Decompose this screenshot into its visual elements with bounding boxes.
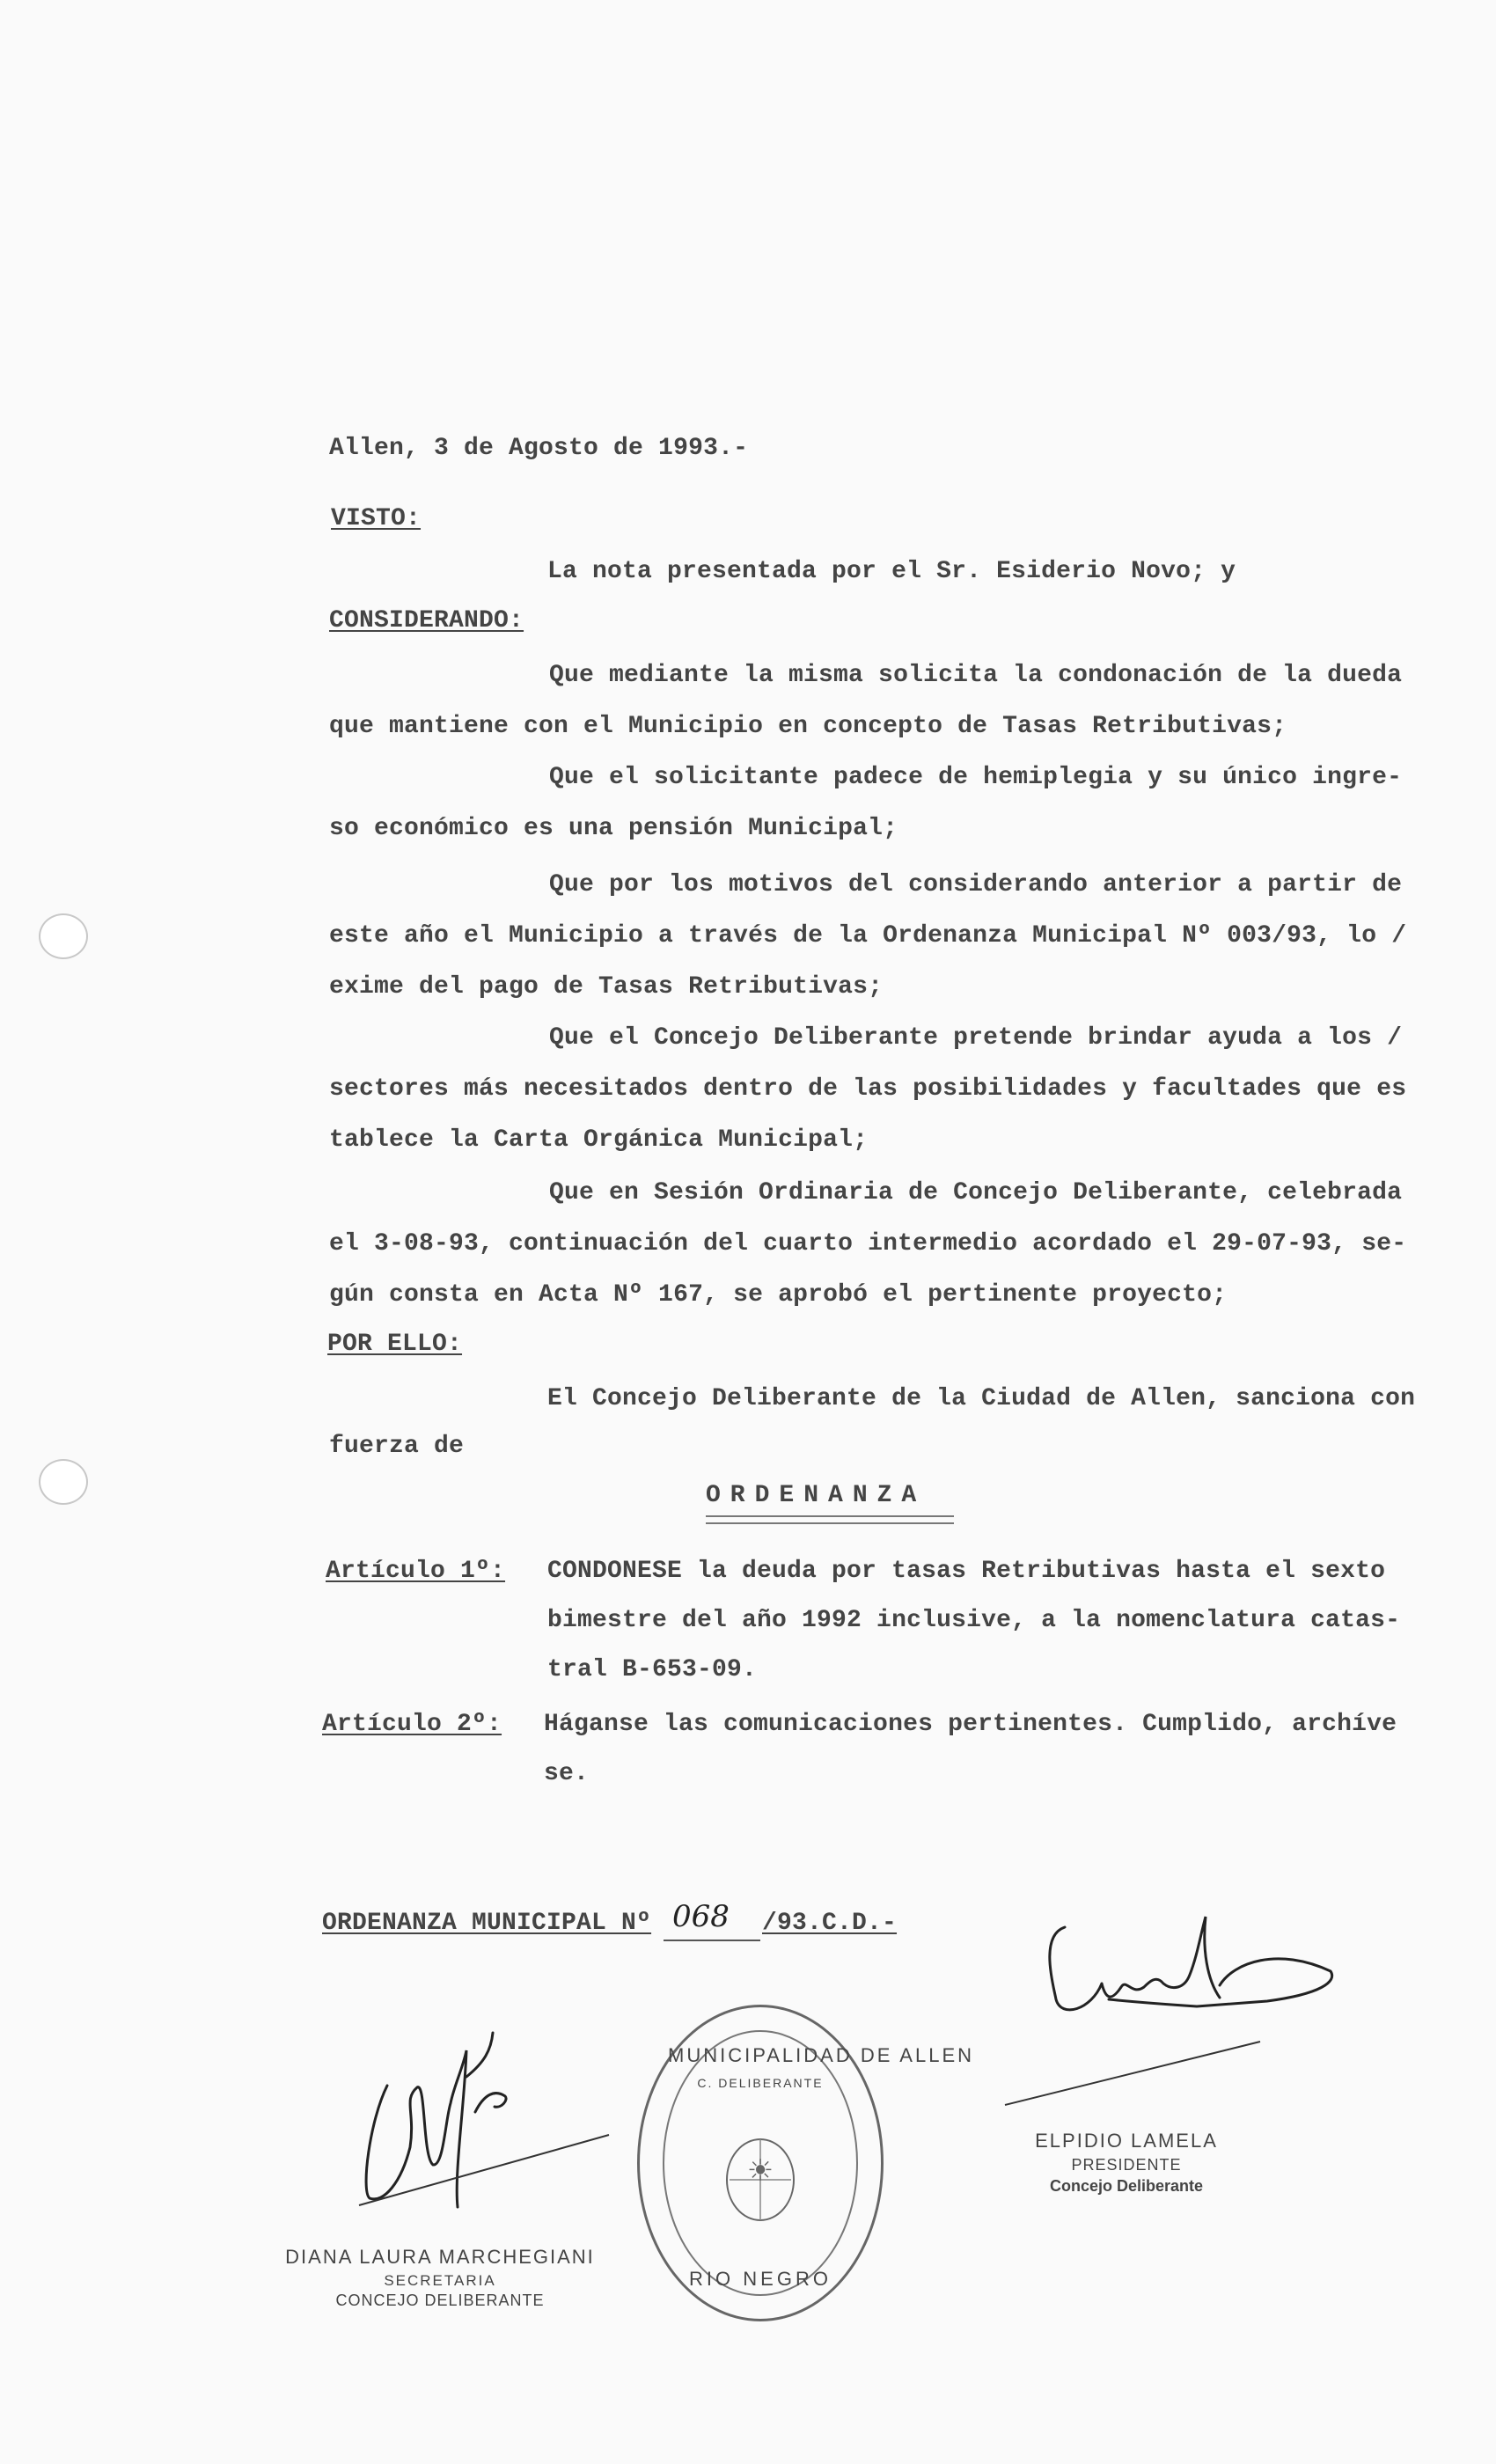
article-label: Artículo 2º: [322, 1711, 502, 1738]
punch-hole-bottom [39, 1459, 88, 1505]
punch-hole-top [39, 913, 88, 959]
president-name: ELPIDIO LAMELA [1035, 2130, 1218, 2152]
secretary-name: DIANA LAURA MARCHEGIANI [285, 2246, 595, 2268]
article-line: tral B-653-09. [547, 1656, 758, 1683]
official-seal [637, 2005, 975, 2321]
sanciona-line: El Concejo Deliberante de la Ciudad de Allen, sanciona con [547, 1385, 1416, 1412]
por-ello-label: POR ELLO: [327, 1331, 463, 1358]
paragraph-line: que mantiene con el Municipio en concepto de Tasas Retributivas; [329, 713, 1287, 740]
paragraph-line: gún consta en Acta Nº 167, se aprobó el pertinente proyecto; [329, 1281, 1228, 1309]
place-date: Allen, 3 de Agosto de 1993.- [329, 435, 749, 462]
seal-inner-text: C. DELIBERANTE [697, 2076, 824, 2090]
visto-label: VISTO: [331, 505, 422, 532]
article-label: Artículo 1º: [326, 1558, 506, 1585]
number-underline [664, 1940, 760, 1941]
heading-double-underline [706, 1515, 954, 1524]
paragraph-line: Que el solicitante padece de hemiplegia y su único ingre- [549, 764, 1403, 791]
considerando-label: CONSIDERANDO: [329, 607, 524, 634]
paragraph-line: so económico es una pensión Municipal; [329, 815, 898, 842]
president-body: Concejo Deliberante [1049, 2177, 1204, 2195]
seal-top-text: MUNICIPALIDAD DE ALLEN [668, 2044, 975, 2066]
ordenanza-heading: ORDENANZA [706, 1482, 927, 1509]
paragraph-line: sectores más necesitados dentro de las posibilidades y facultades que es [329, 1075, 1407, 1103]
paragraph-line: el 3-08-93, continuación del cuarto intermedio acordado el 29-07-93, se- [329, 1230, 1407, 1258]
paragraph-line: Que el Concejo Deliberante pretende brindar ayuda a los / [549, 1024, 1403, 1052]
coat-of-arms-icon: ☀ [746, 2154, 774, 2188]
secretary-signature-icon [352, 2015, 616, 2226]
paragraph-line: este año el Municipio a través de la Ordenanza Municipal Nº 003/93, lo / [329, 922, 1407, 950]
article-line: bimestre del año 1992 inclusive, a la nomenclatura catas- [547, 1607, 1401, 1634]
article-line: Háganse las comunicaciones pertinentes. Cumplido, archíve [544, 1711, 1397, 1738]
paragraph-line: Que por los motivos del considerando anterior a partir de [549, 871, 1403, 898]
paragraph-line: exime del pago de Tasas Retributivas; [329, 973, 884, 1001]
article-line: se. [544, 1760, 590, 1787]
paragraph-line: Que mediante la misma solicita la condonación de la dueda [549, 662, 1403, 689]
paragraph-line: tablece la Carta Orgánica Municipal; [329, 1126, 869, 1154]
seal-bottom-text: RIO NEGRO [689, 2268, 832, 2290]
ordinance-number-handwritten: 068 [672, 1899, 730, 1934]
visto-text: La nota presentada por el Sr. Esiderio Novo; y [547, 558, 1236, 585]
president-signature-icon [1003, 1901, 1355, 2121]
ordinance-number-prefix: ORDENANZA MUNICIPAL Nº [322, 1910, 652, 1937]
article-line: CONDONESE la deuda por tasas Retributivas hasta el sexto [547, 1558, 1386, 1585]
secretary-body: CONCEJO DELIBERANTE [335, 2292, 545, 2309]
paragraph-line: Que en Sesión Ordinaria de Concejo Deliberante, celebrada [549, 1179, 1403, 1206]
secretary-role: SECRETARIA [384, 2272, 496, 2289]
president-role: PRESIDENTE [1071, 2156, 1182, 2174]
ordinance-number-suffix: /93.C.D.- [762, 1910, 898, 1937]
sanciona-line: fuerza de [329, 1433, 465, 1460]
